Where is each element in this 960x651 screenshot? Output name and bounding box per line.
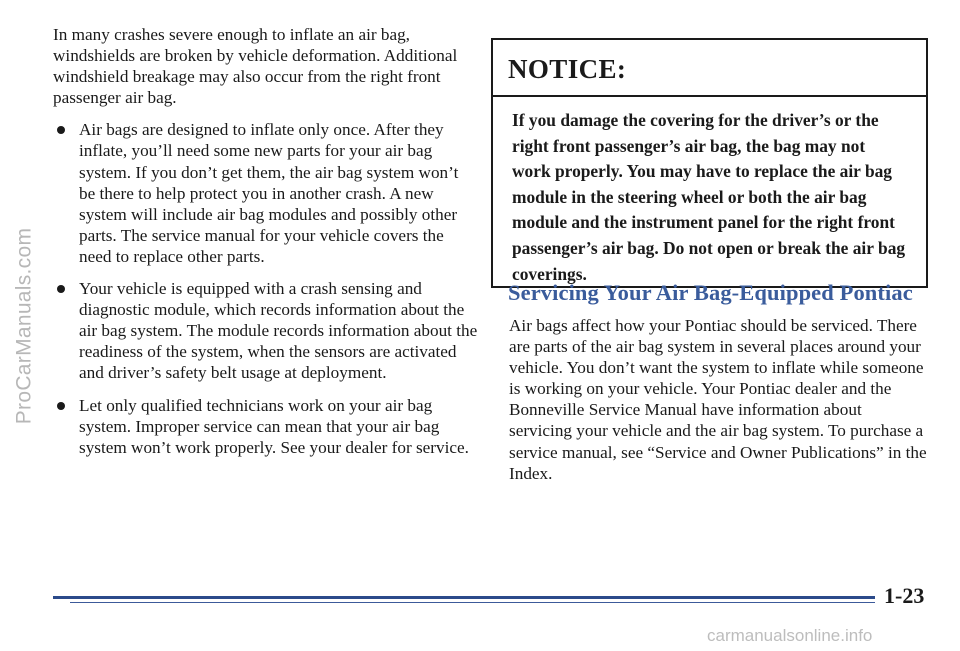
bullet-list <box>53 119 478 457</box>
notice-heading: NOTICE: <box>493 40 926 97</box>
notice-box <box>491 38 928 288</box>
footer-watermark: carmanualsonline.info <box>707 626 873 645</box>
side-watermark-text: ProCarManuals.com <box>12 227 35 424</box>
side-watermark <box>6 0 42 651</box>
intro-paragraph: In many crashes severe enough to inflate an air bag, windshields are broken by vehicle deformation. Additional windshield breakage may also occur from the right front passenger air bag. <box>53 25 458 108</box>
bullet-icon <box>57 402 65 410</box>
bullet-item <box>53 278 478 383</box>
footer-rule-thin <box>70 602 875 603</box>
bullet-icon <box>57 285 65 293</box>
notice-text: If you damage the covering for the driver’s or the right front passenger’s air bag, the bag may not work properly. You may have to replace the air bag module in the steering wheel or both the air bag module and the instrument panel for the right front passenger’s air bag. Do not open or break the air bag coverings. <box>512 110 906 284</box>
section-paragraph: Air bags affect how your Pontiac should be serviced. There are parts of the air bag system in several places around your vehicle. You don’t want the system to inflate while someone is working on your vehicle. Your Pontiac dealer and the Bonneville Service Manual have information about servicing your vehicle and the air bag system. To purchase a service manual, see “Service and Owner Publications” in the Index. <box>509 316 927 483</box>
footer-rule-thick <box>53 596 875 599</box>
page-number: 1-23 <box>884 583 925 608</box>
bullet-icon <box>57 126 65 134</box>
left-column <box>53 24 478 469</box>
bullet-text: Air bags are designed to inflate only once. After they inflate, you’ll need some new parts for your air bag system. If you don’t get them, the air bag system won’t be there to help protect you in another crash. A new system will include air bag modules and possibly other parts. The service manual for your vehicle covers the need to replace other parts. <box>79 120 459 266</box>
section-title: Servicing Your Air Bag-Equipped Pontiac <box>508 280 913 305</box>
bullet-item <box>53 119 478 267</box>
bullet-item <box>53 395 478 458</box>
bullet-text: Your vehicle is equipped with a crash sensing and diagnostic module, which records information about the air bag system. The module records information about the readiness of the system, when the sensors are activated and driver’s safety belt usage at deployment. <box>79 279 478 383</box>
bullet-text: Let only qualified technicians work on your air bag system. Improper service can mean that your air bag system won’t work properly. See your dealer for service. <box>79 395 469 457</box>
